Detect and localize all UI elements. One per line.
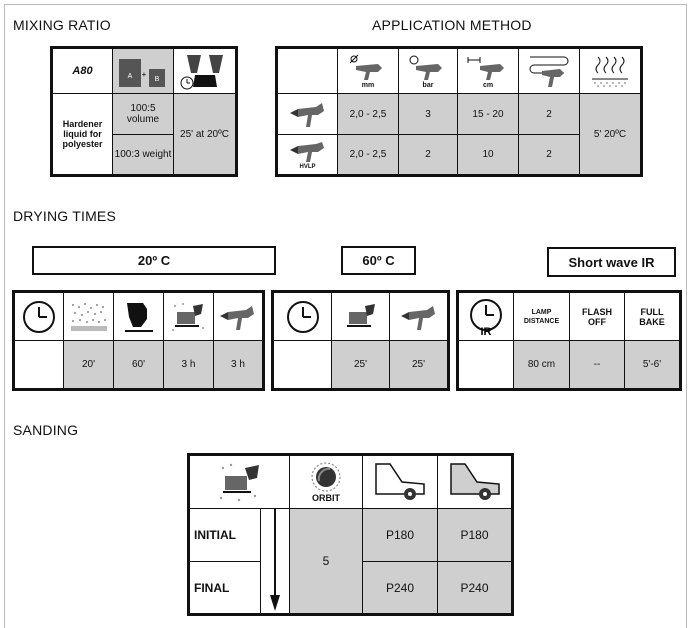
ratio-volume: 100:5 volume bbox=[113, 94, 174, 135]
conventional-gun-cell bbox=[277, 94, 338, 135]
full-bake-header: FULL BAKE bbox=[625, 292, 681, 341]
sander-icon bbox=[215, 460, 265, 504]
touch-dry-cell bbox=[114, 292, 164, 341]
nozzle-header bbox=[338, 48, 399, 94]
sander-icon bbox=[169, 300, 209, 334]
empty-cell bbox=[14, 341, 64, 390]
drying-60c-table bbox=[271, 290, 450, 391]
dust-free-icon bbox=[69, 301, 109, 333]
clock-icon bbox=[285, 299, 321, 335]
initial-label: INITIAL bbox=[189, 509, 261, 562]
final-grit-1: P240 bbox=[363, 562, 438, 615]
hardener-label: Hardener liquid for polyester bbox=[52, 94, 113, 176]
coats-spray-gun-icon bbox=[526, 53, 572, 89]
touch-dry-time: 60' bbox=[114, 341, 164, 390]
clock-cell bbox=[14, 292, 64, 341]
pressure-header bbox=[399, 48, 458, 94]
overcoat-cell bbox=[214, 292, 264, 341]
final-grit-2: P240 bbox=[438, 562, 513, 615]
mixing-ratio-table bbox=[50, 46, 238, 177]
mix-containers-icon bbox=[113, 48, 174, 94]
orbit-header bbox=[290, 455, 363, 509]
sanding-dry-cell bbox=[332, 292, 390, 341]
orbit-pad-icon bbox=[306, 461, 346, 493]
arrow-cell bbox=[261, 509, 290, 615]
flash-off-value: 5' 20ºC bbox=[580, 94, 642, 176]
svg-text:+: + bbox=[141, 70, 147, 79]
application-method-heading: APPLICATION METHOD bbox=[372, 17, 532, 33]
overcoat-spray-gun-icon bbox=[218, 302, 258, 332]
orbit-label: ORBIT bbox=[312, 493, 340, 503]
clock-icon bbox=[21, 299, 57, 335]
drying-20c-label: 20º C bbox=[32, 246, 276, 275]
hvlp-label: HVLP bbox=[299, 163, 316, 170]
flash-off-value: -- bbox=[570, 341, 625, 390]
mixing-ratio-heading: MIXING RATIO bbox=[13, 17, 111, 33]
distance-header bbox=[458, 48, 519, 94]
drying-60c-label: 60º C bbox=[341, 246, 416, 275]
sander-header bbox=[189, 455, 290, 509]
nozzle-unit: mm bbox=[361, 81, 375, 89]
nozzle-spray-gun-icon bbox=[346, 54, 390, 82]
flash-off-header bbox=[580, 48, 642, 94]
evaporation-icon bbox=[590, 53, 630, 89]
row2-nozzle: 2,0 - 2,5 bbox=[338, 135, 399, 176]
drying-times-heading: DRYING TIMES bbox=[13, 208, 117, 224]
sanding-table bbox=[187, 453, 514, 616]
pot-life-icon bbox=[174, 48, 237, 94]
arrow-down-icon bbox=[268, 509, 282, 613]
svg-text:A: A bbox=[127, 73, 133, 80]
orbit-value: 5 bbox=[290, 509, 363, 615]
final-label: FINAL bbox=[189, 562, 261, 615]
drying-ir-table bbox=[456, 290, 682, 391]
hvlp-spray-gun-icon bbox=[288, 140, 328, 164]
ir-icon-text: IR bbox=[480, 325, 492, 337]
row1-nozzle: 2,0 - 2,5 bbox=[338, 94, 399, 135]
sanding-dry-cell bbox=[164, 292, 214, 341]
car-header-1 bbox=[363, 455, 438, 509]
drying-ir-label: Short wave IR bbox=[547, 247, 676, 277]
pot-life-value: 25' at 20ºC bbox=[174, 94, 237, 176]
sanding-heading: SANDING bbox=[13, 422, 79, 438]
dust-free-cell bbox=[64, 292, 114, 341]
row2-distance: 10 bbox=[458, 135, 519, 176]
car-header-2 bbox=[438, 455, 513, 509]
coats-header bbox=[519, 48, 580, 94]
svg-text:B: B bbox=[154, 76, 160, 83]
row2-pressure: 2 bbox=[399, 135, 458, 176]
row1-pressure: 3 bbox=[399, 94, 458, 135]
initial-grit-1: P180 bbox=[363, 509, 438, 562]
pressure-unit: bar bbox=[422, 81, 434, 89]
empty-corner bbox=[277, 48, 338, 94]
empty-cell bbox=[458, 341, 514, 390]
sander-icon bbox=[341, 300, 381, 334]
overcoat-time-60c: 25' bbox=[390, 341, 449, 390]
full-bake-value: 5'-6' bbox=[625, 341, 681, 390]
car-primed-icon bbox=[447, 460, 503, 504]
distance-unit: cm bbox=[482, 81, 494, 89]
empty-cell bbox=[273, 341, 332, 390]
dust-free-time: 20' bbox=[64, 341, 114, 390]
flash-off-header: FLASH OFF bbox=[570, 292, 625, 341]
overcoat-cell bbox=[390, 292, 449, 341]
lamp-distance-value: 80 cm bbox=[514, 341, 570, 390]
overcoat-spray-gun-icon bbox=[399, 302, 439, 332]
car-icon bbox=[372, 460, 428, 504]
row1-distance: 15 - 20 bbox=[458, 94, 519, 135]
sanding-time-60c: 25' bbox=[332, 341, 390, 390]
lamp-distance-header: LAMP DISTANCE bbox=[514, 292, 570, 341]
ir-clock-cell bbox=[458, 292, 514, 341]
row2-coats: 2 bbox=[519, 135, 580, 176]
drying-20c-table bbox=[12, 290, 265, 391]
conventional-spray-gun-icon bbox=[288, 99, 328, 129]
ir-clock-icon bbox=[466, 297, 506, 337]
product-code: A80 bbox=[52, 48, 113, 94]
distance-spray-gun-icon bbox=[466, 54, 510, 82]
row1-coats: 2 bbox=[519, 94, 580, 135]
touch-dry-hand-icon bbox=[121, 299, 157, 335]
ratio-weight: 100:3 weight bbox=[113, 135, 174, 176]
hvlp-gun-cell bbox=[277, 135, 338, 176]
sanding-time: 3 h bbox=[164, 341, 214, 390]
overcoat-time: 3 h bbox=[214, 341, 264, 390]
clock-cell bbox=[273, 292, 332, 341]
initial-grit-2: P180 bbox=[438, 509, 513, 562]
application-method-table bbox=[275, 46, 643, 177]
pressure-spray-gun-icon bbox=[406, 54, 450, 82]
